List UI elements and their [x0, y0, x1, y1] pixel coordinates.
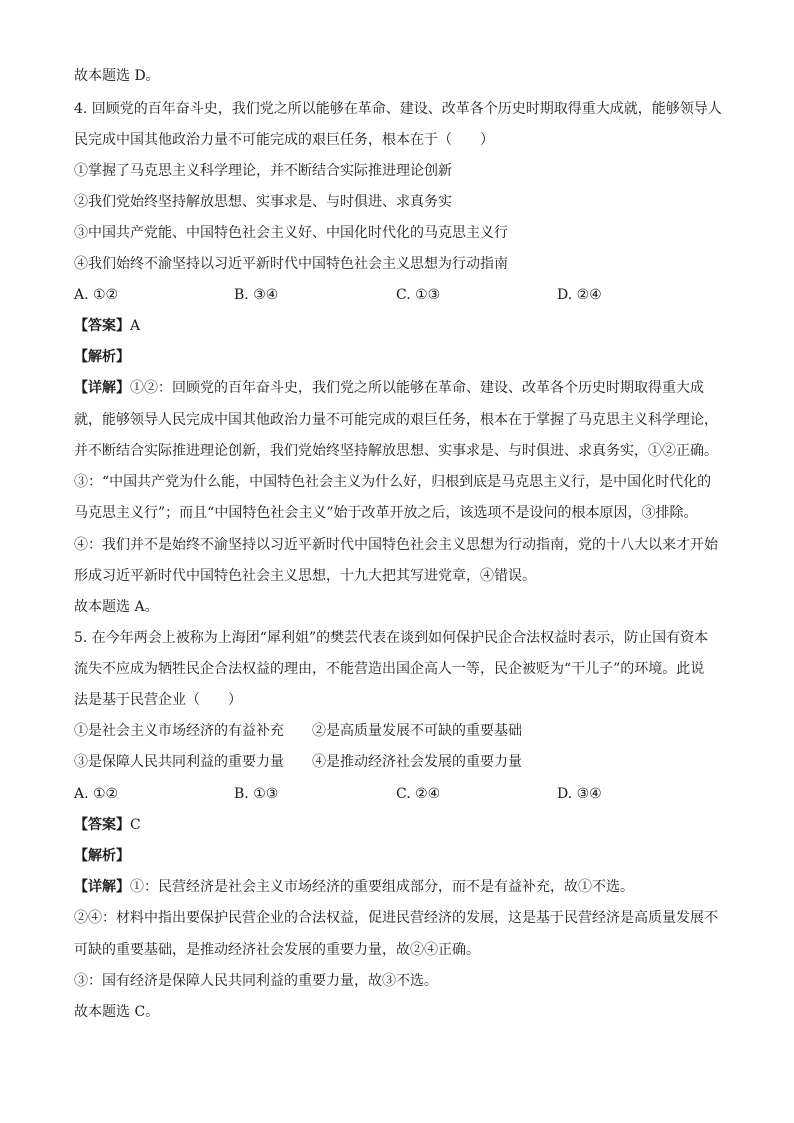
- q4-option-d: D. ②④: [557, 287, 602, 303]
- q4-item-2: ②我们党始终坚持解放思想、实事求是、与时俱进、求真务实: [74, 194, 452, 210]
- q5-item-3: ③是保障人民共同利益的重要力量: [74, 754, 284, 770]
- q4-conclusion: 故本题选 A。: [74, 599, 159, 615]
- q4-detail-text-1: ①②：回顾党的百年奋斗史，我们党之所以能够在革命、建设、改革各个历史时期取得重大成: [130, 380, 704, 396]
- q4-answer-value: A: [130, 318, 141, 334]
- q4-detail-label: 【详解】: [74, 380, 130, 396]
- q4-detail-line-3: 并不断结合实际推进理论创新，我们党始终坚持解放思想、实事求是、与时俱进、求真务实，①②正确。: [74, 443, 718, 459]
- q4-detail-line-4: ③：“中国共产党为什么能，中国特色社会主义为什么好，归根到底是马克思主义行，是中国化时代化的: [74, 474, 712, 490]
- q4-option-c: C. ①③: [396, 287, 441, 303]
- q5-stem-line-1: 5. 在今年两会上被称为上海团“犀利姐”的樊芸代表在谈到如何保护民企合法权益时表示，防止国有资本: [74, 630, 709, 646]
- q5-option-d: D. ③④: [557, 786, 602, 802]
- q5-detail-line-2: ②④：材料中指出要保护民营企业的合法权益，促进民营经济的发展，这是基于民营经济是高质量发展不: [74, 910, 718, 926]
- q5-stem-line-3: 法是基于民营企业（ ）: [74, 692, 242, 708]
- q4-detail-line-2: 就，能够领导人民完成中国其他政治力量不可能完成的艰巨任务，根本在于掌握了马克思主义科学理论，: [74, 412, 718, 428]
- q5-option-b: B. ①③: [234, 786, 279, 802]
- q5-detail-line-3: 可缺的重要基础，是推动经济社会发展的重要力量，故②④正确。: [74, 942, 480, 958]
- q5-option-a: A. ①②: [74, 786, 119, 802]
- q5-answer-value: C: [130, 817, 141, 833]
- q4-option-a: A. ①②: [74, 287, 119, 303]
- q4-analysis-label: 【解析】: [74, 349, 130, 365]
- q4-answer-label: 【答案】: [74, 318, 130, 334]
- q4-item-4: ④我们始终不渝坚持以习近平新时代中国特色社会主义思想为行动指南: [74, 256, 508, 272]
- q5-stem-line-2: 流失不应成为牺牲民企合法权益的理由，不能营造出国企高人一等，民企被贬为“干儿子”的环境。此说: [74, 661, 705, 677]
- q5-answer-label: 【答案】: [74, 817, 130, 833]
- q4-detail-line-7: 形成习近平新时代中国特色社会主义思想，十九大把其写进党章，④错误。: [74, 568, 536, 584]
- q5-item-4: ④是推动经济社会发展的重要力量: [312, 754, 522, 770]
- q5-item-2: ②是高质量发展不可缺的重要基础: [312, 723, 522, 739]
- q5-detail-text-1: ①：民营经济是社会主义市场经济的重要组成部分，而不是有益补充，故①不选。: [130, 879, 634, 895]
- q4-answer: [74, 316, 724, 336]
- q5-option-c: C. ②④: [396, 786, 441, 802]
- q5-item-1: ①是社会主义市场经济的有益补充: [74, 723, 284, 739]
- q5-conclusion: 故本题选 C。: [74, 1004, 160, 1020]
- q5-detail-line-4: ③：国有经济是保障人民共同利益的重要力量，故③不选。: [74, 973, 438, 989]
- q4-detail-line-5: 马克思主义行”；而且“中国特色社会主义”始于改革开放之后，该选项不是设问的根本原因，③排除。: [74, 505, 698, 521]
- q4-stem-line-1: 4. 回顾党的百年奋斗史，我们党之所以能够在革命、建设、改革各个历史时期取得重大成就，能够领导人: [74, 101, 722, 117]
- q4-detail-line-1: [74, 378, 724, 398]
- q4-item-3: ③中国共产党能、中国特色社会主义好、中国化时代化的马克思主义行: [74, 225, 508, 241]
- q5-detail-line-1: [74, 877, 724, 897]
- previous-conclusion: 故本题选 D。: [74, 68, 160, 84]
- q5-answer: [74, 815, 724, 835]
- q5-analysis-label: 【解析】: [74, 848, 130, 864]
- q4-detail-line-6: ④：我们并不是始终不渝坚持以习近平新时代中国特色社会主义思想为行动指南，党的十八大以来才开始: [74, 537, 718, 553]
- q4-item-1: ①掌握了马克思主义科学理论，并不断结合实际推进理论创新: [74, 163, 452, 179]
- q4-option-b: B. ③④: [234, 287, 279, 303]
- q5-detail-label: 【详解】: [74, 879, 130, 895]
- q4-stem-line-2: 民完成中国其他政治力量不可能完成的艰巨任务，根本在于（ ）: [74, 132, 494, 148]
